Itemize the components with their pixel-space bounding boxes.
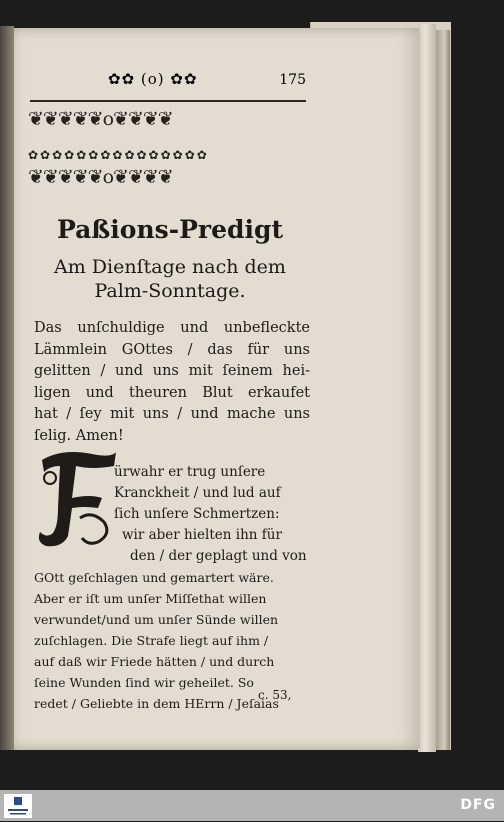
prayer-line: gelitten / und uns mit ſeinem hei- <box>34 363 310 379</box>
dfg-logo[interactable]: DFG <box>460 797 496 813</box>
body-line: verwundet/und um unſer Sünde willen <box>34 612 279 627</box>
subtitle-line-1: Am Dienſtage nach dem <box>54 256 286 278</box>
spine-shadow <box>0 26 14 750</box>
body-line: wir aber hielten ihn für <box>122 527 282 543</box>
body-line: den / der geplagt und von <box>130 548 307 564</box>
page-edge <box>418 24 436 752</box>
sermon-title: Paßions-Predigt <box>56 215 283 244</box>
ornament-band-bottom: ❦❦❦❦❦o❦❦❦❦ <box>28 166 173 188</box>
prayer-line: Lämmlein GOttes / das für uns <box>34 341 310 358</box>
header-ornament: ✿✿ (o) ✿✿ <box>108 70 198 88</box>
viewer-footer-bar <box>0 790 504 821</box>
prayer-line: ligen und theuren Blut erkaufet <box>34 384 310 401</box>
library-logo-svg <box>4 794 32 818</box>
body-line: ſeine Wunden ſind wir geheilet. So <box>34 675 254 690</box>
body-line: zuſchlagen. Die Strafe liegt auf ihm / <box>34 633 269 648</box>
prayer-line: Das unſchuldige und unbefleckte <box>34 320 310 336</box>
page-edge-outer <box>436 30 450 750</box>
prayer-line: hat / ſey mit uns / und mache uns <box>34 406 310 422</box>
sermon-body <box>34 462 310 714</box>
running-header <box>30 70 306 100</box>
ornament-band-middle: ✿✿✿✿✿✿✿✿✿✿✿✿✿✿✿ <box>28 148 209 162</box>
opening-prayer <box>34 318 310 447</box>
subtitle-line-2: Palm-Sonntage. <box>94 280 246 302</box>
body-line: redet / Geliebte in dem HErrn / Jeſaias <box>34 696 279 711</box>
page-number: 175 <box>279 72 306 88</box>
catchword: c. 53, <box>258 688 292 702</box>
body-line: ürwahr er trug unſere <box>114 464 266 480</box>
header-rule <box>30 100 306 102</box>
library-logo-icon[interactable] <box>4 794 32 818</box>
body-line: Aber er iſt um unſer Miſſethat willen <box>34 591 267 606</box>
prayer-line: ſelig. Amen! <box>34 427 124 444</box>
body-line: GOtt geſchlagen und gemartert wäre. <box>34 570 274 585</box>
body-line: ſich unſere Schmertzen: <box>114 506 280 522</box>
ornament-band-top: ❦❦❦❦❦o❦❦❦❦ <box>28 108 173 130</box>
body-line: auf daß wir Friede hätten / und durch <box>34 654 275 669</box>
body-line: Kranckheit / und lud auf <box>114 485 281 501</box>
